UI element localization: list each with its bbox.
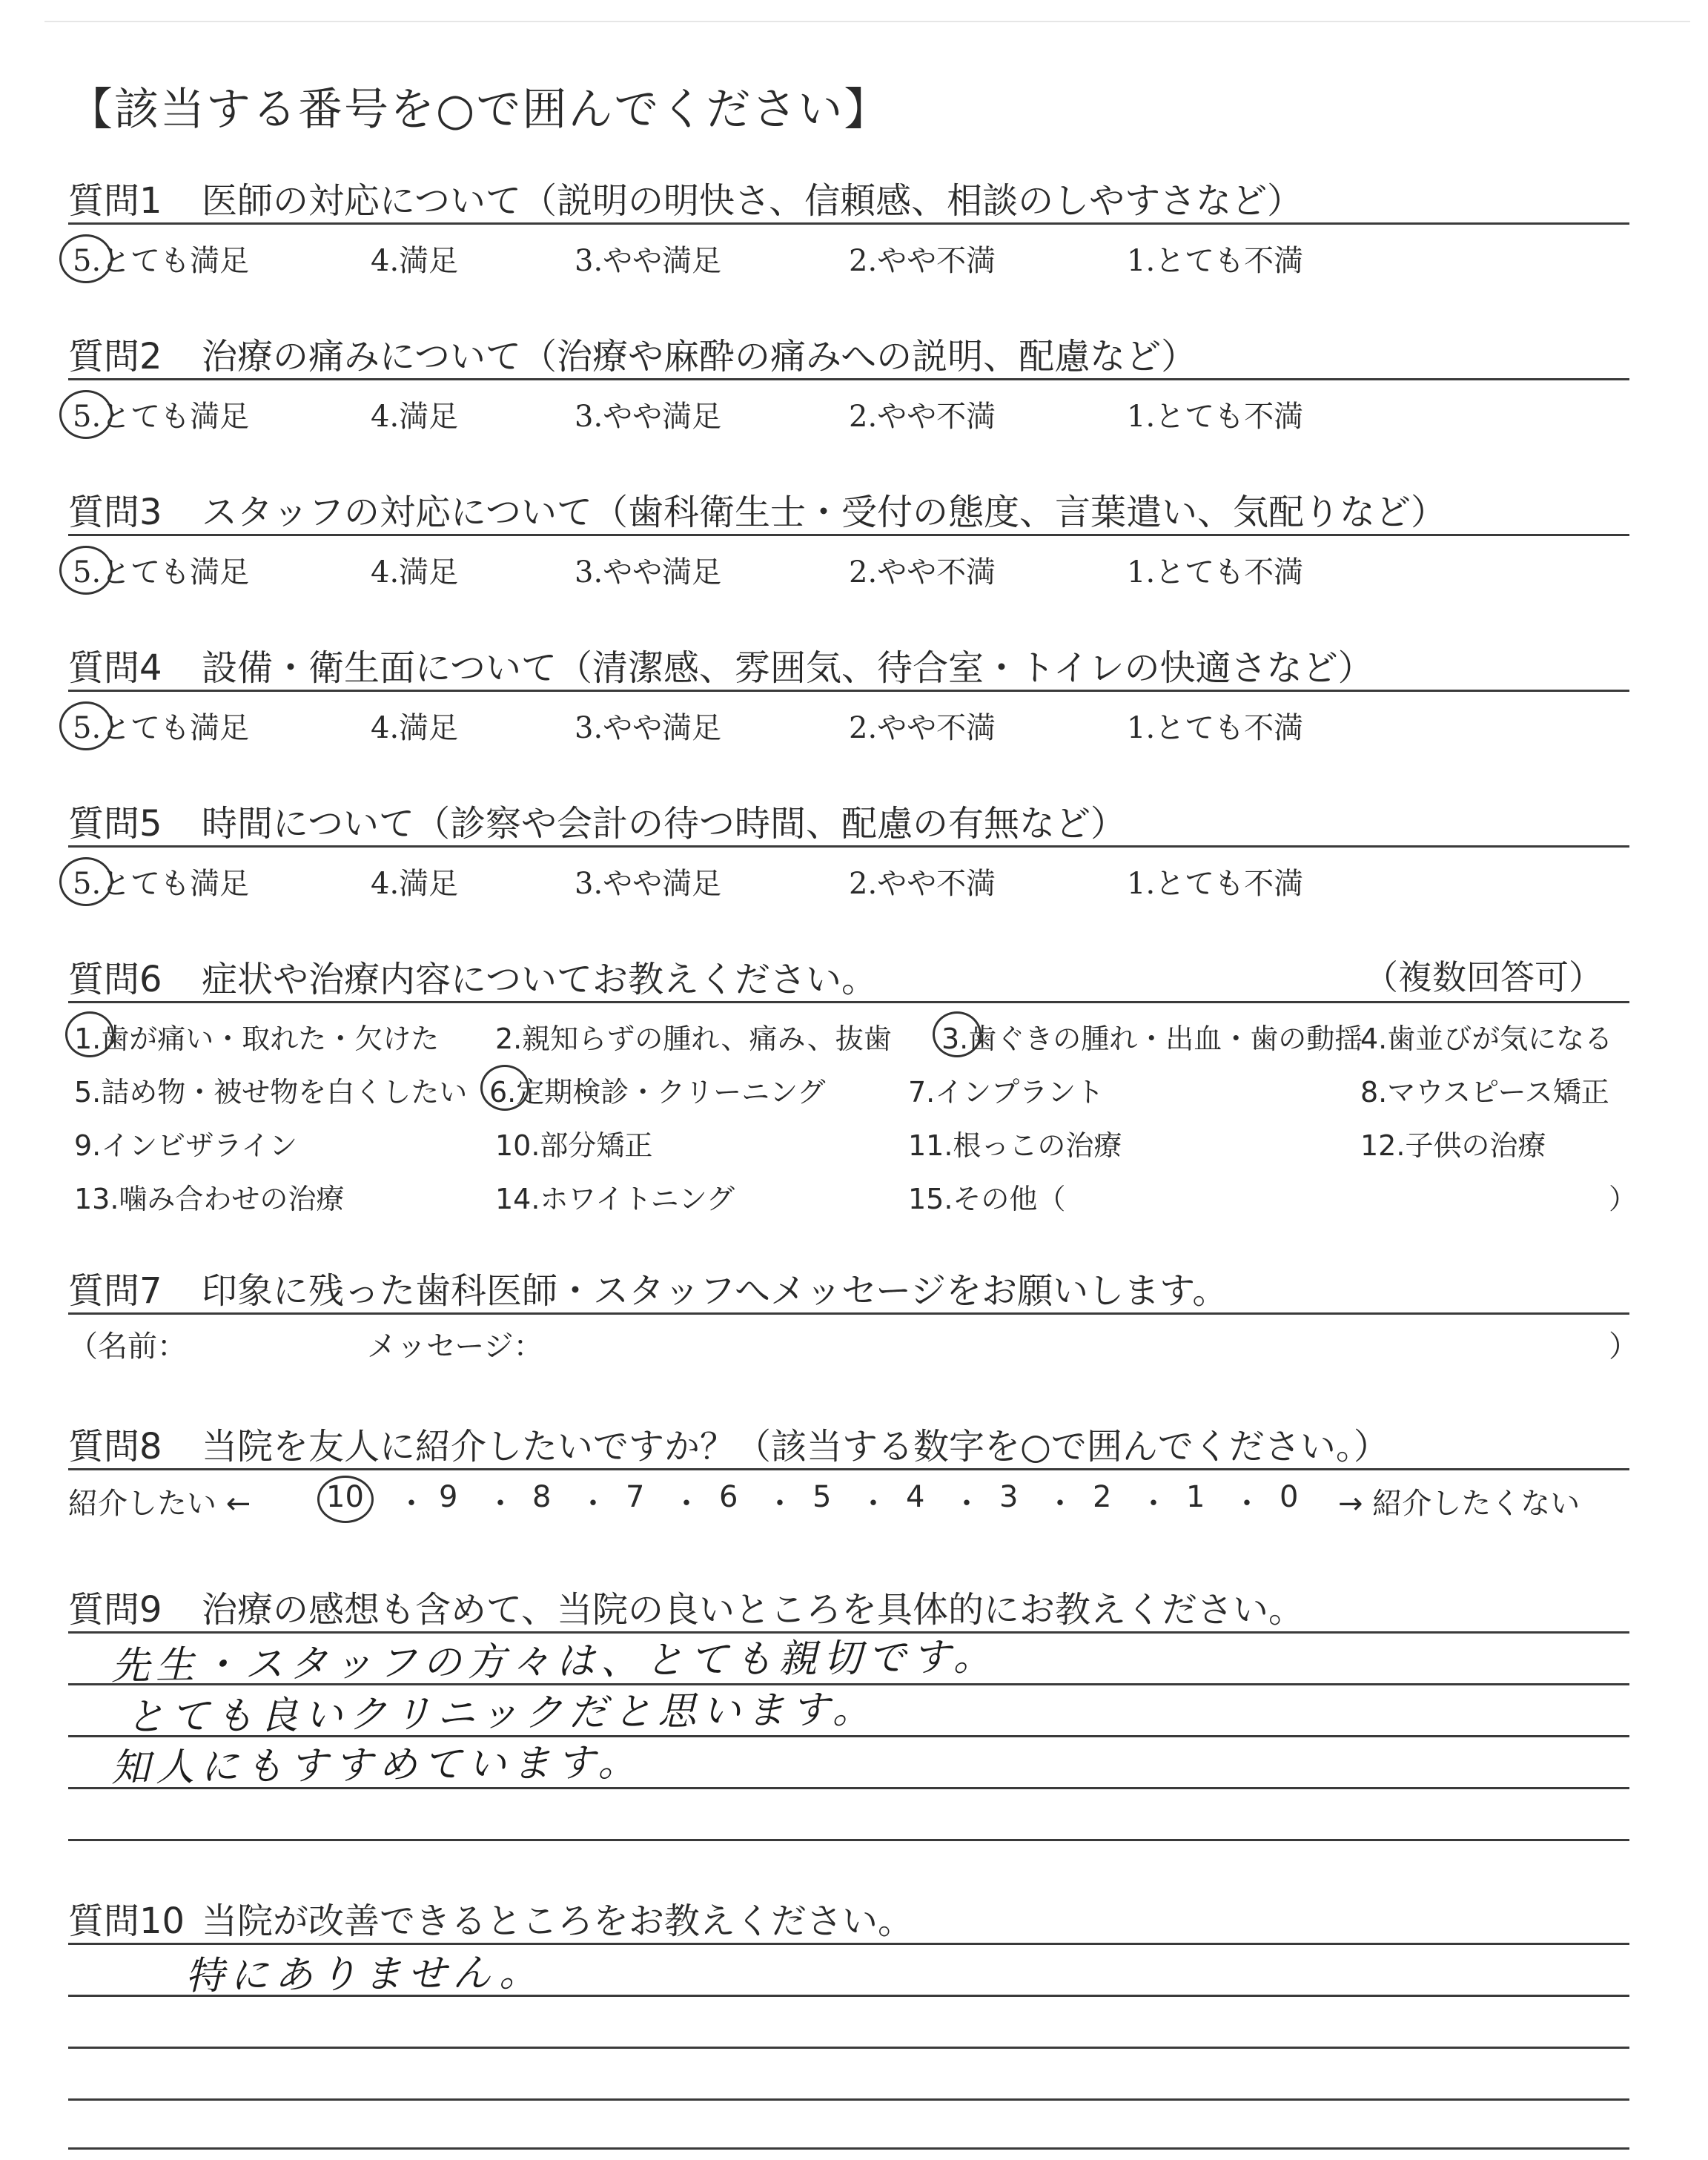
q4-option-4[interactable]: 4.満足 xyxy=(371,711,459,745)
q5-option-5[interactable]: 5.とても満足 xyxy=(73,867,250,901)
q3-heading xyxy=(68,483,1446,535)
q5-option-3[interactable]: 3.やや満足 xyxy=(575,867,722,901)
q8-scale-separator: ・ xyxy=(1232,1487,1262,1521)
q6-text: 症状や治療内容についてお教えください。 xyxy=(202,959,878,1000)
q1-option-5[interactable]: 5.とても満足 xyxy=(73,244,250,278)
q10-answer-line-1[interactable]: 特にありません。 xyxy=(185,1950,544,1999)
q6-option-2[interactable]: 2.親知らずの腫れ、痛み、抜歯 xyxy=(495,1023,892,1055)
q8-scale-separator: ・ xyxy=(952,1487,982,1521)
q2-option-2[interactable]: 2.やや不満 xyxy=(849,400,996,434)
q6-option-8[interactable]: 8.マウスピース矯正 xyxy=(1360,1076,1609,1109)
q3-option-3[interactable]: 3.やや満足 xyxy=(575,555,722,589)
q6-multiple-answer-note: （複数回答可） xyxy=(1364,957,1603,997)
q1-rule xyxy=(68,222,1629,225)
q8-scale-1[interactable]: 1 xyxy=(1186,1480,1205,1514)
q6-option-3[interactable]: 3.歯ぐきの腫れ・出血・歯の動揺 xyxy=(941,1023,1363,1055)
q6-option-5[interactable]: 5.詰め物・被せ物を白くしたい xyxy=(74,1076,468,1109)
q3-option-1[interactable]: 1.とても不満 xyxy=(1127,555,1304,589)
q9-heading xyxy=(68,1581,1304,1632)
q7-heading xyxy=(68,1262,1228,1313)
q8-scale-separator: ・ xyxy=(765,1487,795,1521)
q8-scale-10[interactable]: 10 xyxy=(326,1480,364,1514)
q8-scale-separator: ・ xyxy=(858,1487,888,1521)
q2-option-4[interactable]: 4.満足 xyxy=(371,400,459,434)
q8-scale-separator: ・ xyxy=(578,1487,608,1521)
q6-option-15-close-paren: ） xyxy=(1609,1183,1638,1215)
q6-option-12[interactable]: 12.子供の治療 xyxy=(1360,1129,1546,1162)
q8-scale-5[interactable]: 5 xyxy=(812,1480,832,1514)
q1-heading xyxy=(68,172,1302,223)
q6-option-9[interactable]: 9.インビザライン xyxy=(74,1129,298,1162)
q4-label: 質問4 xyxy=(68,647,162,689)
q8-scale-4[interactable]: 4 xyxy=(906,1480,925,1514)
q10-answer-line xyxy=(68,2098,1629,2101)
q5-option-2[interactable]: 2.やや不満 xyxy=(849,867,996,901)
q9-answer-line xyxy=(68,1839,1629,1841)
q8-rule xyxy=(68,1468,1629,1470)
q7-message-label: メッセージ： xyxy=(367,1330,543,1364)
q5-rule xyxy=(68,845,1629,848)
q5-heading xyxy=(68,795,1126,846)
q7-text: 印象に残った歯科医師・スタッフへメッセージをお願いします。 xyxy=(202,1270,1228,1312)
q4-rule xyxy=(68,690,1629,692)
q6-option-15[interactable]: 15.その他（ xyxy=(908,1183,1066,1215)
q9-answer-line-1[interactable]: 先生・スタッフの方々は、とても親切です。 xyxy=(110,1634,999,1689)
q6-option-14[interactable]: 14.ホワイトニング xyxy=(495,1183,735,1215)
q2-text: 治療の痛みについて（治療や麻酔の痛みへの説明、配慮など） xyxy=(202,336,1197,377)
q1-label: 質問1 xyxy=(68,180,162,222)
q8-scale-separator: ・ xyxy=(397,1487,426,1521)
q3-text: スタッフの対応について（歯科衛生士・受付の態度、言葉遣い、気配りなど） xyxy=(202,492,1447,533)
q8-scale-separator: ・ xyxy=(486,1487,515,1521)
q3-rule xyxy=(68,534,1629,536)
q6-option-11[interactable]: 11.根っこの治療 xyxy=(908,1129,1122,1162)
q10-answer-line xyxy=(68,2147,1629,2150)
q2-rule xyxy=(68,378,1629,380)
q9-answer-line-3[interactable]: 知人にもすすめています。 xyxy=(110,1740,643,1791)
q6-heading xyxy=(68,951,877,1002)
form-title: 【該当する番号を○で囲んでください】 xyxy=(68,84,890,136)
q3-option-5[interactable]: 5.とても満足 xyxy=(73,555,250,589)
q1-option-4[interactable]: 4.満足 xyxy=(371,244,459,278)
q8-scale-separator: ・ xyxy=(1045,1487,1075,1521)
q4-option-3[interactable]: 3.やや満足 xyxy=(575,711,722,745)
q9-answer-line-2[interactable]: とても良いクリニックだと思います。 xyxy=(125,1687,878,1740)
q6-option-6[interactable]: 6.定期検診・クリーニング xyxy=(489,1076,826,1109)
q3-option-2[interactable]: 2.やや不満 xyxy=(849,555,996,589)
q9-label: 質問9 xyxy=(68,1589,162,1631)
q2-label: 質問2 xyxy=(68,336,162,377)
q7-label: 質問7 xyxy=(68,1270,162,1312)
q4-option-2[interactable]: 2.やや不満 xyxy=(849,711,996,745)
q8-heading xyxy=(68,1418,1389,1469)
q2-option-3[interactable]: 3.やや満足 xyxy=(575,400,722,434)
q1-text: 医師の対応について（説明の明快さ、信頼感、相談のしやすさなど） xyxy=(202,180,1303,222)
q2-option-5[interactable]: 5.とても満足 xyxy=(73,400,250,434)
q8-label: 質問8 xyxy=(68,1426,162,1467)
q8-scale-8[interactable]: 8 xyxy=(532,1480,552,1514)
q6-rule xyxy=(68,1001,1629,1003)
q7-rule xyxy=(68,1312,1629,1315)
q5-option-1[interactable]: 1.とても不満 xyxy=(1127,867,1304,901)
q7-name-label: （名前： xyxy=(68,1330,187,1364)
q6-option-13[interactable]: 13.噛み合わせの治療 xyxy=(74,1183,345,1215)
q1-option-3[interactable]: 3.やや満足 xyxy=(575,244,722,278)
q5-label: 質問5 xyxy=(68,803,162,845)
q8-scale-separator: ・ xyxy=(1139,1487,1168,1521)
q3-label: 質問3 xyxy=(68,492,162,533)
q9-text: 治療の感想も含めて、当院の良いところを具体的にお教えください。 xyxy=(202,1589,1305,1631)
q8-text: 当院を友人に紹介したいですか？（該当する数字を○で囲んでください。） xyxy=(202,1426,1389,1467)
page-top-border xyxy=(44,21,1690,22)
q8-scale-separator: ・ xyxy=(672,1487,701,1521)
q8-left-label: 紹介したい ← xyxy=(68,1487,251,1521)
q2-option-1[interactable]: 1.とても不満 xyxy=(1127,400,1304,434)
q6-option-4[interactable]: 4.歯並びが気になる xyxy=(1360,1023,1613,1055)
q6-option-1[interactable]: 1.歯が痛い・取れた・欠けた xyxy=(74,1023,440,1055)
q1-option-1[interactable]: 1.とても不満 xyxy=(1127,244,1304,278)
q3-option-4[interactable]: 4.満足 xyxy=(371,555,459,589)
q2-heading xyxy=(68,328,1196,379)
q5-option-4[interactable]: 4.満足 xyxy=(371,867,459,901)
q6-option-10[interactable]: 10.部分矯正 xyxy=(495,1129,653,1162)
q1-option-2[interactable]: 2.やや不満 xyxy=(849,244,996,278)
q4-text: 設備・衛生面について（清潔感、雰囲気、待合室・トイレの快適さなど） xyxy=(202,647,1374,689)
q8-scale-7[interactable]: 7 xyxy=(626,1480,645,1514)
q8-scale-9[interactable]: 9 xyxy=(439,1480,458,1514)
q5-text: 時間について（診察や会計の待つ時間、配慮の有無など） xyxy=(202,803,1127,845)
q7-close-paren: ） xyxy=(1609,1330,1638,1364)
q8-scale-3[interactable]: 3 xyxy=(999,1480,1019,1514)
q10-text: 当院が改善できるところをお教えください。 xyxy=(202,1900,914,1942)
q8-scale-0[interactable]: 0 xyxy=(1280,1480,1299,1514)
q8-scale-6[interactable]: 6 xyxy=(719,1480,738,1514)
q8-right-label: → 紹介したくない xyxy=(1338,1487,1580,1521)
q4-heading xyxy=(68,639,1374,690)
q10-heading xyxy=(68,1892,913,1943)
q4-option-5[interactable]: 5.とても満足 xyxy=(73,711,250,745)
q6-option-7[interactable]: 7.インプラント xyxy=(908,1076,1105,1109)
q6-label: 質問6 xyxy=(68,959,162,1000)
q8-scale-2[interactable]: 2 xyxy=(1093,1480,1112,1514)
q4-option-1[interactable]: 1.とても不満 xyxy=(1127,711,1304,745)
q10-label: 質問10 xyxy=(68,1900,185,1942)
q10-answer-line xyxy=(68,2047,1629,2049)
